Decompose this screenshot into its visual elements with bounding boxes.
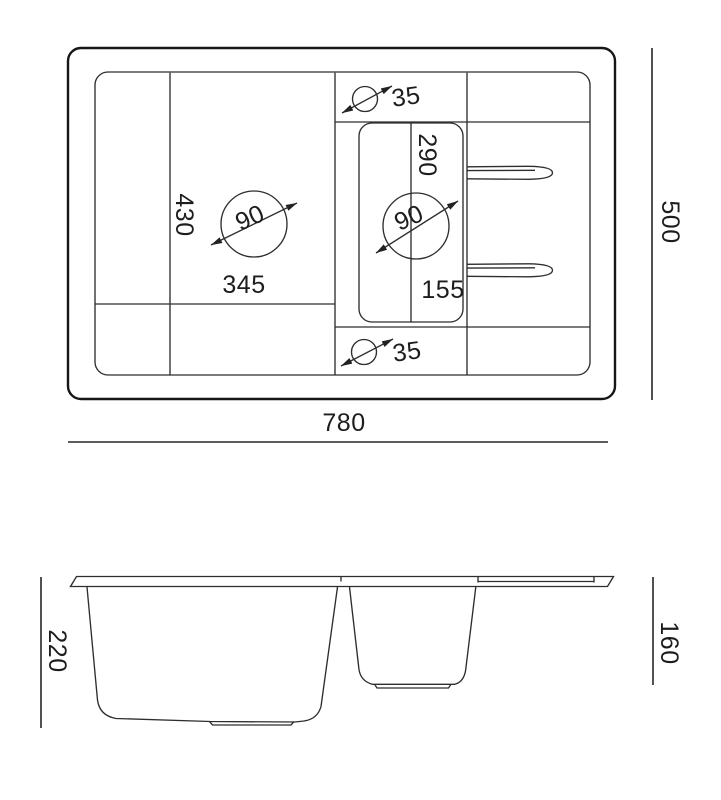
tap-hole-bottom-diameter-line	[341, 339, 393, 366]
tap-hole-top-diameter-line	[342, 86, 392, 113]
small-bowl-profile	[350, 587, 476, 684]
main-bowl-profile	[87, 587, 338, 722]
faucet-lever-outline	[467, 166, 553, 179]
faucet-lever-bottom	[467, 264, 553, 277]
faucet-lever-outline	[467, 264, 553, 277]
dim-label-main-bowl-height: 220	[43, 629, 71, 673]
dim-label-tap-hole-bottom: 35	[390, 336, 424, 368]
dim-label-main-bowl-width: 345	[222, 271, 266, 299]
side-view	[41, 577, 683, 729]
faucet-lever-top	[467, 166, 553, 179]
dim-label-tap-hole-top: 35	[389, 81, 423, 113]
dim-label-overall-depth: 500	[656, 200, 684, 244]
plan-view	[68, 48, 684, 442]
dim-label-overall-width: 780	[322, 409, 366, 437]
tap-hole-top-circle	[353, 87, 378, 112]
dim-label-small-bowl-height: 160	[655, 621, 683, 665]
plan-inner-rim	[95, 72, 590, 375]
dim-label-small-drain: 90	[390, 199, 428, 237]
dim-label-small-bowl-depth: 290	[413, 133, 441, 177]
dim-label-small-bowl-width: 155	[421, 276, 465, 304]
dim-label-main-bowl-depth: 430	[170, 193, 198, 237]
tap-hole-bottom-circle	[352, 340, 377, 365]
dim-label-main-drain: 90	[231, 199, 269, 237]
plan-outer-edge	[68, 48, 615, 399]
